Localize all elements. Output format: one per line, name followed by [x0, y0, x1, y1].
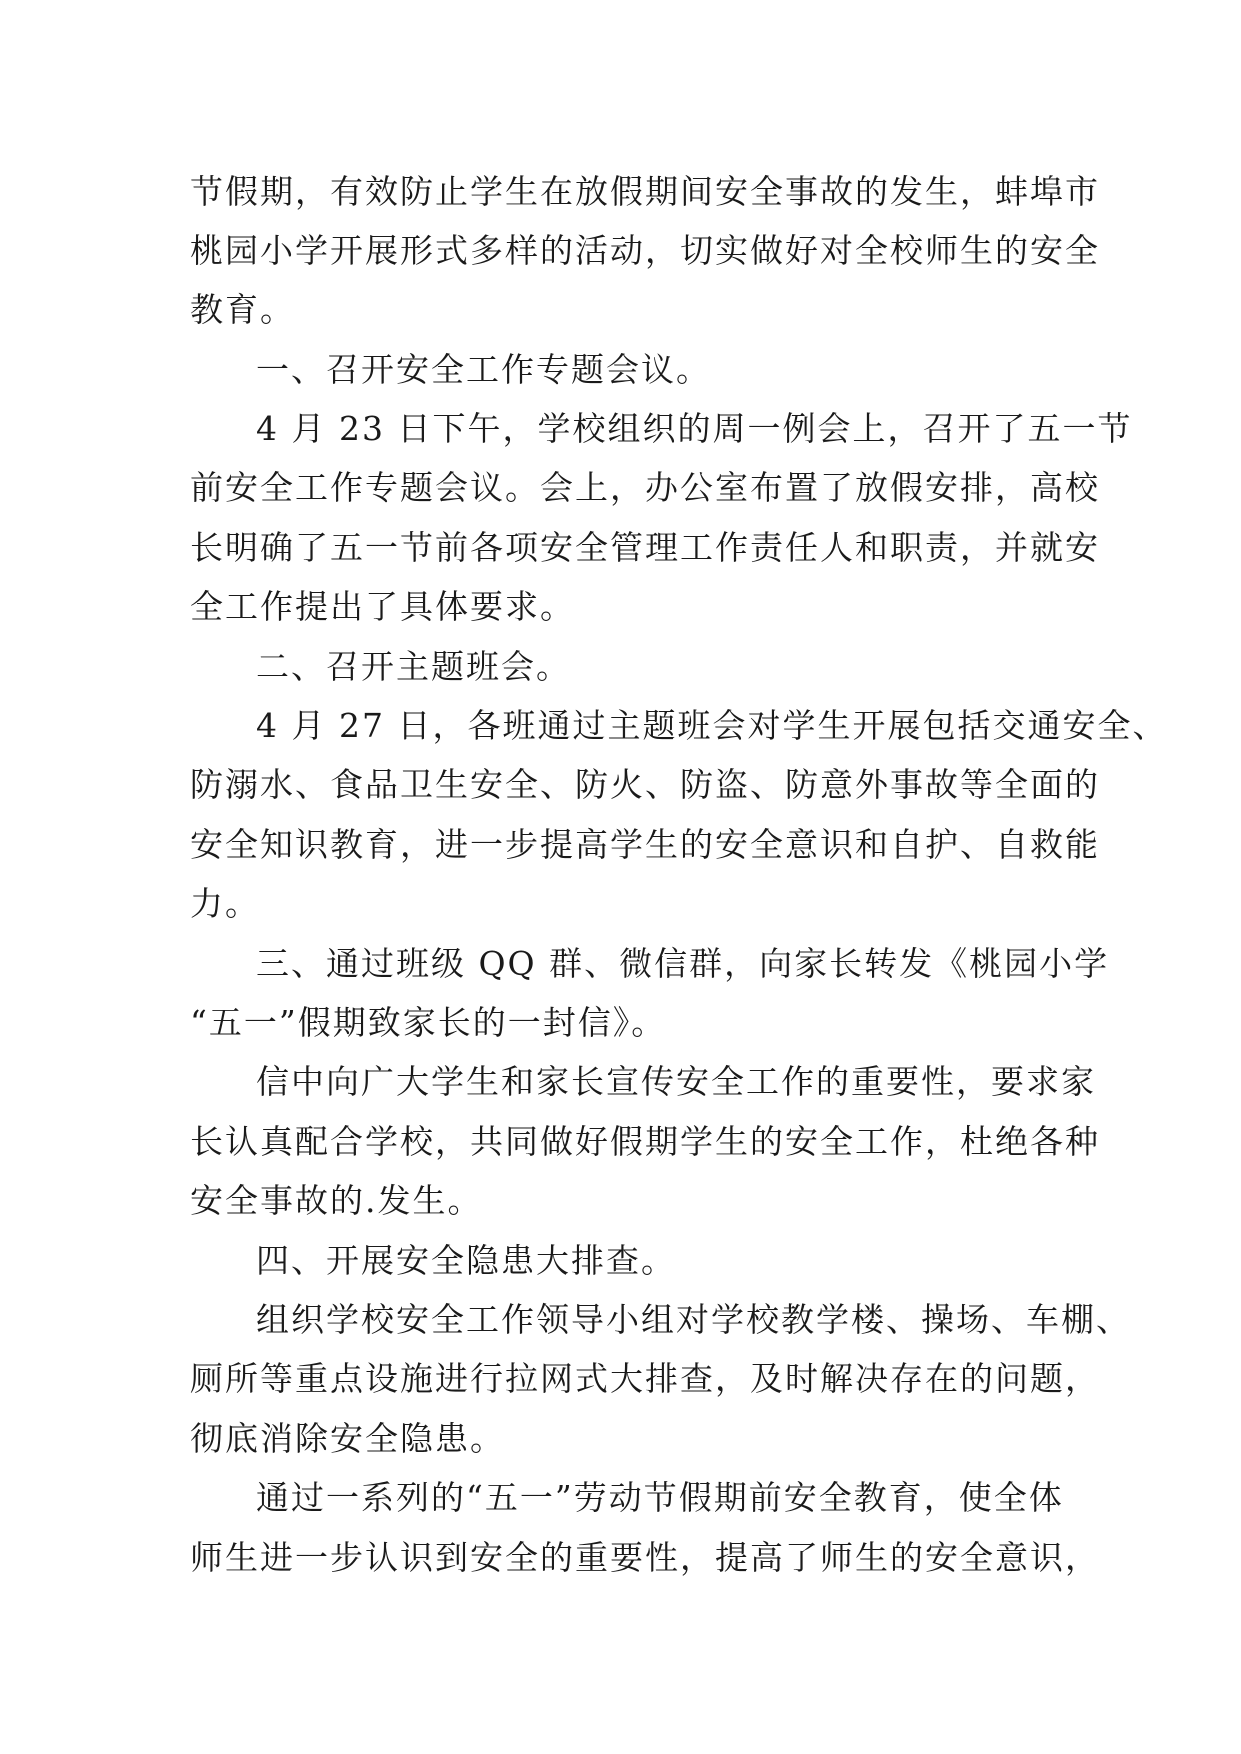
text-line: 师生进一步认识到安全的重要性，提高了师生的安全意识， [190, 1538, 1100, 1577]
text-line: 全工作提出了具体要求。 [190, 587, 575, 626]
text-line: 教育。 [190, 290, 295, 329]
text-line: 前安全工作专题会议。会上，办公室布置了放假安排，高校 [190, 468, 1100, 507]
text-line: 桃园小学开展形式多样的活动，切实做好对全校师生的安全 [190, 231, 1100, 270]
section-heading: 一、召开安全工作专题会议。 [256, 350, 711, 389]
text-line: 4 月 23 日下午，学校组织的周一例会上，召开了五一节 [256, 409, 1133, 448]
text-line: 安全事故的.发生。 [190, 1181, 483, 1220]
text-line: 4 月 27 日，各班通过主题班会对学生开展包括交通安全、 [256, 706, 1168, 745]
text-line: 节假期，有效防止学生在放假期间安全事故的发生，蚌埠市 [190, 172, 1100, 211]
section-heading: 二、召开主题班会。 [256, 647, 571, 686]
text-line: 长认真配合学校，共同做好假期学生的安全工作，杜绝各种 [190, 1122, 1100, 1161]
text-line: 组织学校安全工作领导小组对学校教学楼、操场、车棚、 [256, 1300, 1131, 1339]
text-line: 长明确了五一节前各项安全管理工作责任人和职责，并就安 [190, 528, 1100, 567]
section-heading: 四、开展安全隐患大排查。 [256, 1241, 676, 1280]
text-line: 防溺水、食品卫生安全、防火、防盗、防意外事故等全面的 [190, 765, 1100, 804]
text-line: 彻底消除安全隐患。 [190, 1419, 505, 1458]
text-line: 厕所等重点设施进行拉网式大排查，及时解决存在的问题， [190, 1359, 1100, 1398]
text-line: 信中向广大学生和家长宣传安全工作的重要性，要求家 [256, 1062, 1096, 1101]
section-heading-continued: “五一”假期致家长的一封信》。 [190, 1003, 667, 1042]
text-line: 力。 [190, 884, 260, 923]
text-line: 安全知识教育，进一步提高学生的安全意识和自护、自救能 [190, 825, 1100, 864]
text-line: 通过一系列的“五一”劳动节假期前安全教育，使全体 [256, 1478, 1064, 1517]
section-heading: 三、通过班级 QQ 群、微信群，向家长转发《桃园小学 [256, 944, 1110, 983]
